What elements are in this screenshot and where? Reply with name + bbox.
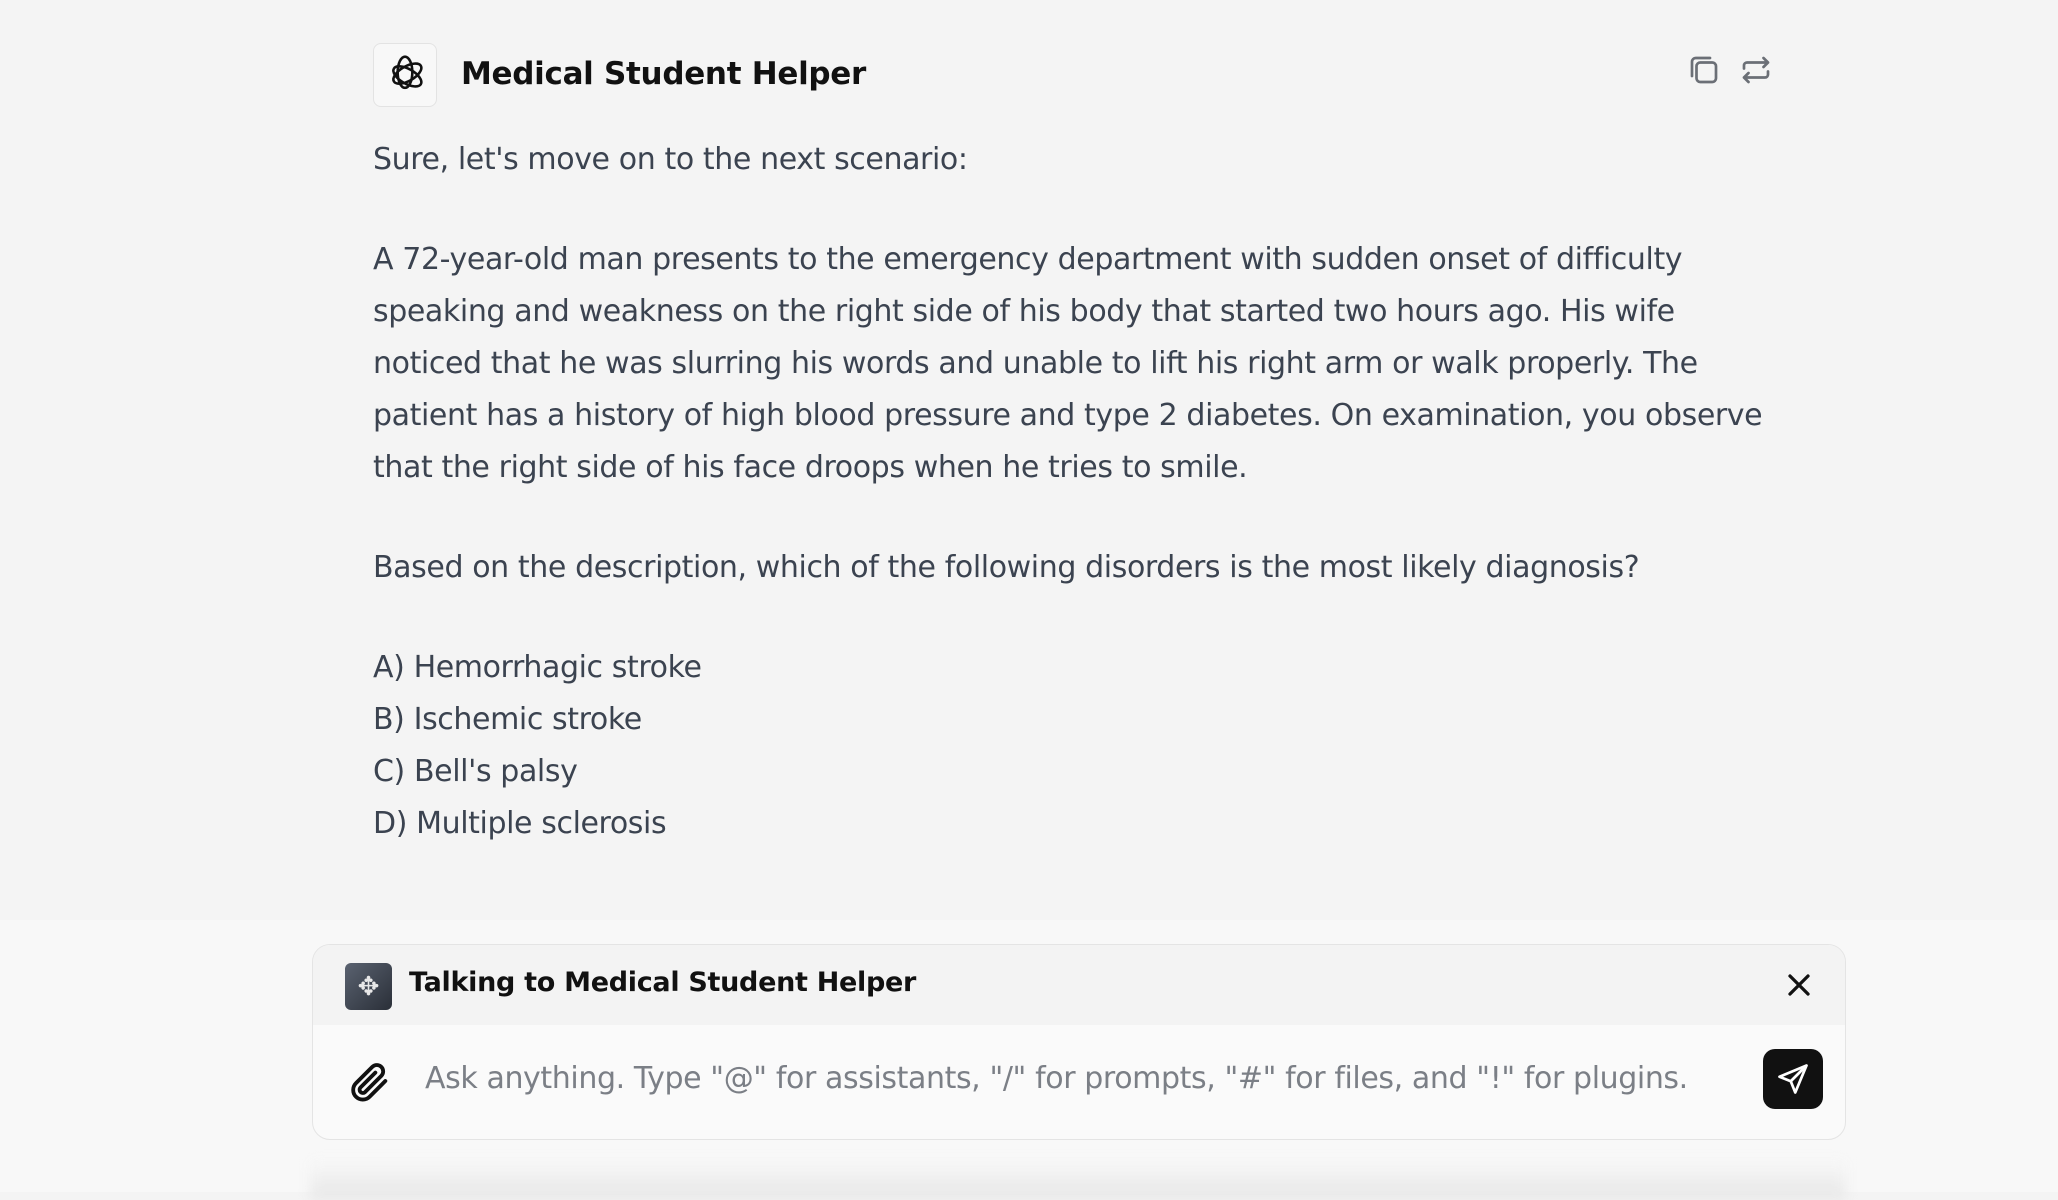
option-b: B) Ischemic stroke: [373, 702, 642, 737]
message-scenario: A 72-year-old man presents to the emergency department with sudden onset of difficulty speaking and weakness on the right side of his body that started two hours ago. His wife noticed that he was slurring his words and unable to lift his right arm or walk properly. The patient has a history of high blood pressure and type 2 diabetes. On examination, you observe that the right side of his face droops when he tries to smile.: [373, 242, 1763, 485]
regenerate-icon[interactable]: [1738, 52, 1774, 88]
assistant-logo: [373, 43, 437, 107]
composer: [312, 944, 1846, 1140]
assistant-message: [373, 134, 1783, 850]
assistant-avatar-icon: ✥: [345, 963, 392, 1010]
copy-icon[interactable]: [1686, 52, 1722, 88]
message-intro: Sure, let's move on to the next scenario:: [373, 142, 968, 177]
talking-to-label: Talking to Medical Student Helper: [409, 967, 917, 998]
option-d: D) Multiple sclerosis: [373, 806, 667, 841]
message-input[interactable]: Ask anything. Type "@" for assistants, "/" for prompts, "#" for files, and "!" for plugins.: [425, 1061, 1688, 1096]
option-c: C) Bell's palsy: [373, 754, 578, 789]
answer-options: [373, 642, 1783, 850]
composer-assistant-bar: [313, 945, 1845, 1025]
paperclip-icon[interactable]: [347, 1059, 393, 1105]
message-question: Based on the description, which of the following disorders is the most likely diagnosis?: [373, 550, 1640, 585]
message-input-row: [313, 1025, 1845, 1139]
composer-shadow: [310, 1160, 1846, 1200]
send-button[interactable]: [1763, 1049, 1823, 1109]
assistant-name: Medical Student Helper: [461, 56, 867, 92]
close-icon[interactable]: [1781, 967, 1817, 1003]
send-icon: [1775, 1061, 1811, 1097]
option-a: A) Hemorrhagic stroke: [373, 650, 702, 685]
openai-logo-icon: [383, 53, 427, 97]
